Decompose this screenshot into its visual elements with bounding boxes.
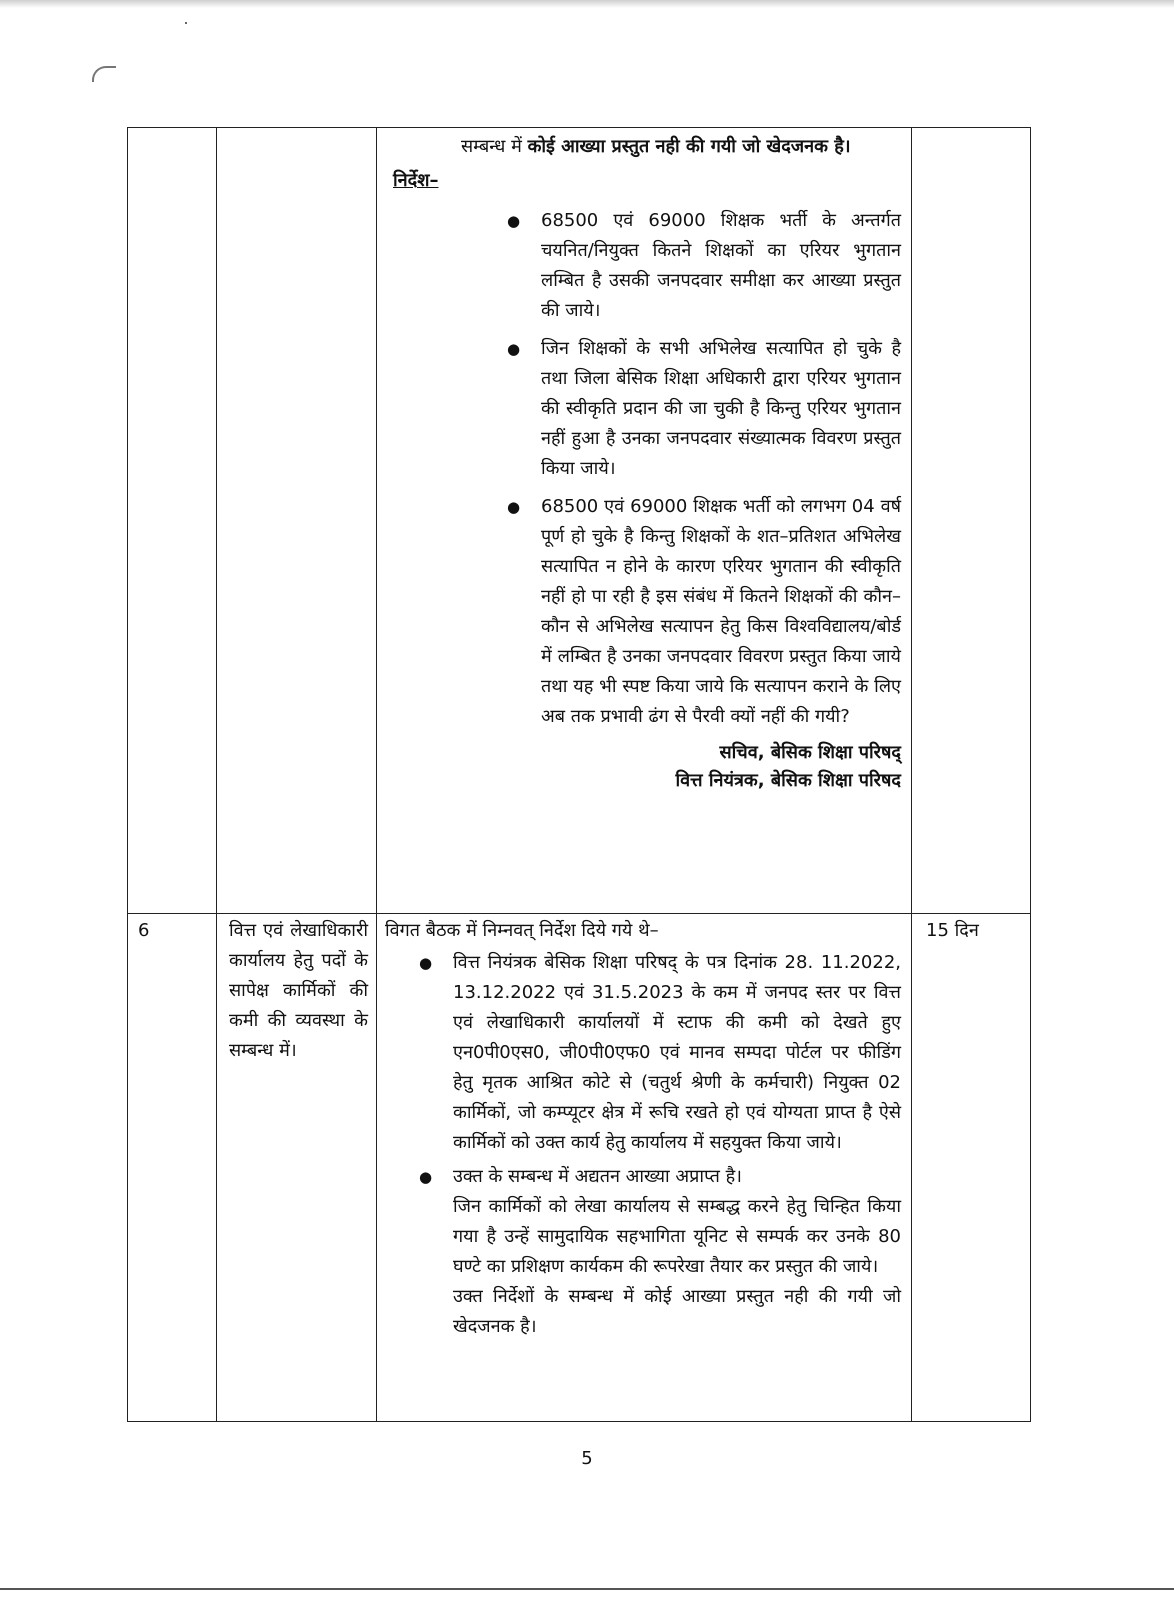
- directive-item: ● 68500 एवं 69000 शिक्षक भर्ती को लगभग 04 वर्ष पूर्ण हो चुके है किन्तु शिक्षकों के शत–प्रतिशत अभिलेख सत्यापित न होने के कारण एरियर भुगतान की स्वीकृति नहीं हो पा रही है इस संबंध में कितने शिक्षकों की कौन–कौन से अभिलेख सत्यापन हेतु किस विश्वविद्यालय/बोर्ड में लम्बित है उनका जनपदवार विवरण प्रस्तुत किया जाये तथा यह भी स्पष्ट किया जाये कि सत्यापन कराने के लिए अब तक प्रभावी ढंग से पैरवी क्यों नहीं की गयी?: [541, 492, 901, 732]
- serial-number: 6: [138, 920, 150, 941]
- directive-item: ● जिन शिक्षकों के सभी अभिलेख सत्यापित हो चुके है तथा जिला बेसिक शिक्षा अधिकारी द्वारा एरियर भुगतान की स्वीकृति प्रदान की जा चुकी है किन्तु एरियर भुगतान नहीं हुआ है उनका जनपदवार संख्यात्मक विवरण प्रस्तुत किया जाये।: [541, 334, 901, 484]
- directive-item: ● 68500 एवं 69000 शिक्षक भर्ती के अन्तर्गत चयनित/नियुक्त कितने शिक्षकों का एरियर भुगतान लम्बित है उसकी जनपदवार समीक्षा कर आख्या प्रस्तुत की जाये।: [541, 206, 901, 326]
- scan-speck: [185, 22, 187, 24]
- table-row-6: [128, 914, 1031, 1422]
- intro-text: [393, 132, 901, 162]
- page-number: 5: [581, 1448, 593, 1469]
- cell-subject-empty: [217, 128, 377, 914]
- previous-meeting-intro: विगत बैठक में निम्नवत् निर्देश दिये गये थे–: [385, 920, 659, 941]
- training-directive: जिन कार्मिकों को लेखा कार्यालय से सम्बद्ध करने हेतु चिन्हित किया गया है उन्हें सामुदायिक सहभागिता यूनिट से सम्पर्क कर उनके 80 घण्टे का प्रशिक्षण कार्यकम की रूपरेखा तैयार कर प्रस्तुत की जाये।: [453, 1196, 901, 1277]
- cell-timeline-empty: [912, 128, 1031, 914]
- directive-item: ● वित्त नियंत्रक बेसिक शिक्षा परिषद् के पत्र दिनांक 28. 11.2022, 13.12.2022 एवं 31.5.2023 के कम में जनपद स्तर पर वित्त एवं लेखाधिकारी कार्यालयों में स्टाफ की कमी को देखते हुए एन0पी0एस0, जी0पी0एफ0 एवं मानव सम्पदा पोर्टल पर फीडिंग हेतु मृतक आश्रित कोटे से (चतुर्थ श्रेणी के कर्मचारी) नियुक्त 02 कार्मिकों, जो कम्प्यूटर क्षेत्र में रूचि रखते हो एवं योग्यता प्राप्त है ऐसे कार्मिकों को उक्त कार्य हेतु कार्यालय में सहयुक्त किया जाये।: [453, 948, 901, 1158]
- remark-text: उक्त निर्देशों के सम्बन्ध में कोई आख्या प्रस्तुत नही की गयी जो खेदजनक है।: [453, 1286, 901, 1337]
- directive-item: [453, 1162, 901, 1342]
- responsible-officer-1: सचिव, बेसिक शिक्षा परिषद्: [719, 742, 901, 763]
- directives-heading: निर्देश–: [393, 170, 439, 191]
- status-text: उक्त के सम्बन्ध में अद्यतन आख्या अप्राप्त है।: [453, 1166, 742, 1187]
- directives-list: [393, 206, 901, 732]
- table-row-continuation: [128, 128, 1031, 914]
- responsible-officer-2: वित्त नियंत्रक, बेसिक शिक्षा परिषद: [675, 770, 901, 791]
- scan-top-edge: [0, 0, 1174, 8]
- scan-bottom-edge: [0, 1588, 1174, 1590]
- cell-directives: [377, 128, 912, 914]
- row6-directives-list: [385, 948, 901, 1342]
- timeline-value: 15 दिन: [926, 920, 979, 941]
- scan-mark: [92, 66, 116, 82]
- directives-table: [127, 127, 1031, 1422]
- intro-bold: कोई आख्या प्रस्तुत नही की गयी जो खेदजनक है।: [527, 136, 851, 157]
- intro-normal: सम्बन्ध में: [461, 136, 528, 157]
- cell-serial-empty: [128, 128, 217, 914]
- subject-text: वित्त एवं लेखाधिकारी कार्यालय हेतु पदों के सापेक्ष कार्मिकों की कमी की व्यवस्था के सम्बन्ध में।: [229, 920, 368, 1061]
